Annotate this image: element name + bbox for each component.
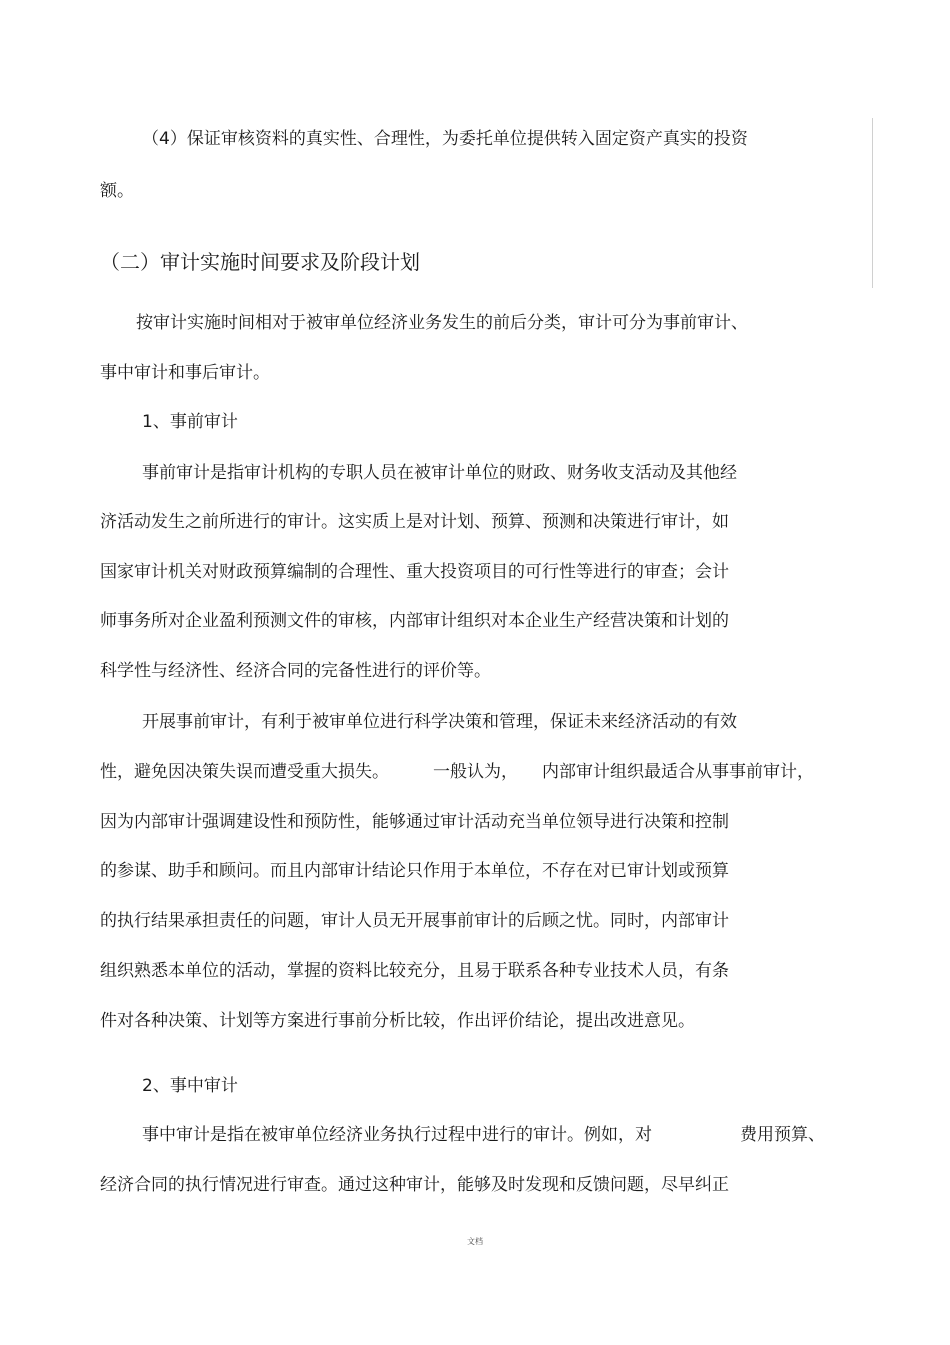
item-1-p1-line-5: 科学性与经济性、经济合同的完备性进行的评价等。 [100, 661, 491, 681]
intro-line-1: 按审计实施时间相对于被审单位经济业务发生的前后分类，审计可分为事前审计、 [136, 313, 748, 333]
margin-rule [872, 118, 873, 288]
item-1-p2-line-2 [100, 761, 814, 783]
item-1-p2-line-6: 组织熟悉本单位的活动，掌握的资料比较充分，且易于联系各种专业技术人员，有条 [100, 961, 729, 981]
item-1-p2-line-5: 的执行结果承担责任的问题，审计人员无开展事前审计的后顾之忧。同时，内部审计 [100, 911, 729, 931]
paragraph-4-line-1: （4）保证审核资料的真实性、合理性，为委托单位提供转入固定资产真实的投资 [142, 129, 748, 149]
item-1-p1-line-3: 国家审计机关对财政预算编制的合理性、重大投资项目的可行性等进行的审查；会计 [100, 562, 729, 582]
item-2-title: 2、事中审计 [142, 1076, 238, 1096]
item-1-p2-line-4: 的参谋、助手和顾问。而且内部审计结论只作用于本单位，不存在对已审计划或预算 [100, 861, 729, 881]
intro-line-2: 事中审计和事后审计。 [100, 363, 270, 383]
item-1-title: 1、事前审计 [142, 412, 238, 432]
paragraph-4-line-2: 额。 [100, 181, 134, 201]
item-1-p1-line-2: 济活动发生之前所进行的审计。这实质上是对计划、预算、预测和决策进行审计，如 [100, 512, 729, 532]
item-1-p1-line-4: 师事务所对企业盈利预测文件的审核，内部审计组织对本企业生产经营决策和计划的 [100, 611, 729, 631]
item-2-p1-line-1-part-a: 事中审计是指在被审单位经济业务执行过程中进行的审计。例如，对 [142, 1125, 652, 1145]
item-1-p2-line-7: 件对各种决策、计划等方案进行事前分析比较，作出评价结论，提出改进意见。 [100, 1011, 695, 1031]
item-1-p1-line-1: 事前审计是指审计机构的专职人员在被审计单位的财政、财务收支活动及其他经 [142, 463, 737, 483]
item-2-p1-line-2: 经济合同的执行情况进行审查。通过这种审计，能够及时发现和反馈问题，尽早纠正 [100, 1175, 729, 1195]
item-1-p2-line-2-part-a: 性，避免因决策失误而遭受重大损失。 [100, 762, 389, 782]
item-2-p1-line-1 [142, 1124, 825, 1146]
item-1-p2-line-2-part-c: 内部审计组织最适合从事事前审计， [542, 762, 814, 782]
item-1-p2-line-3: 因为内部审计强调建设性和预防性，能够通过审计活动充当单位领导进行决策和控制 [100, 812, 729, 832]
item-2-p1-line-1-part-b: 费用预算、 [740, 1125, 825, 1145]
page-footer: 文档 [467, 1237, 483, 1246]
item-1-p2-line-2-part-b: 一般认为， [433, 762, 518, 782]
section-heading: （二）审计实施时间要求及阶段计划 [100, 250, 420, 274]
item-1-p2-line-1: 开展事前审计，有利于被审单位进行科学决策和管理，保证未来经济活动的有效 [142, 712, 737, 732]
